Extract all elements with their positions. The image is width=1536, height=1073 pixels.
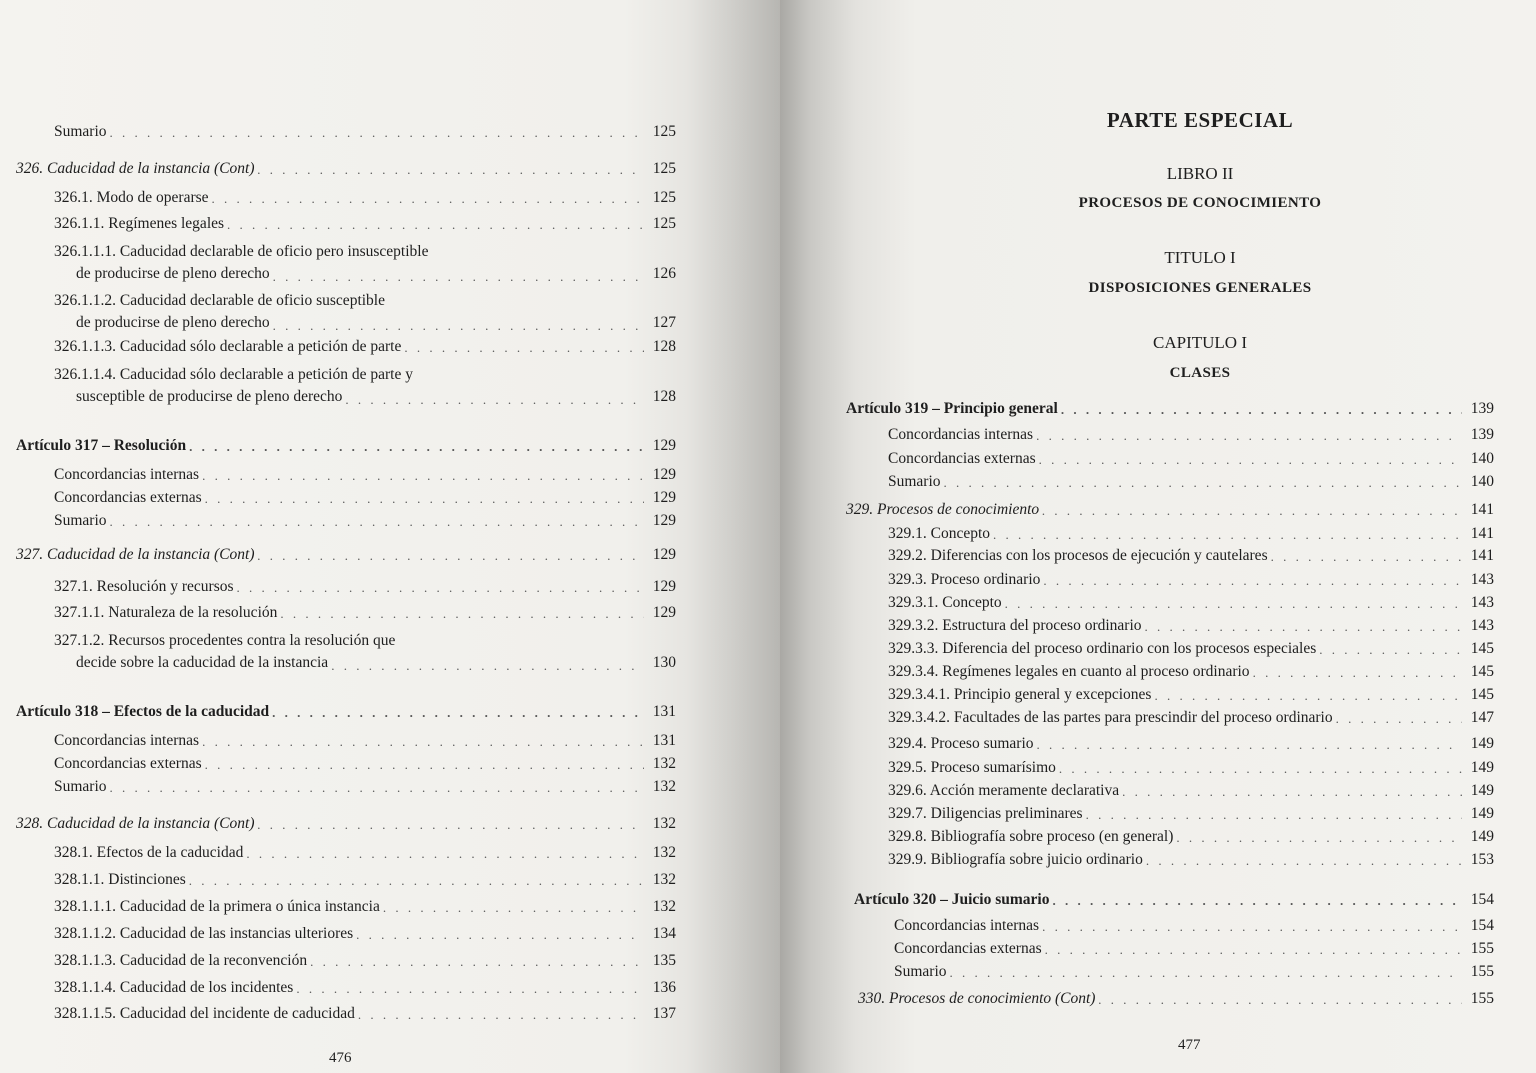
leader-dots [202,734,644,750]
toc-entry [54,338,676,356]
toc-entry [888,640,1494,658]
leader-dots [1253,665,1462,681]
toc-entry-page: 125 [652,189,676,206]
leader-dots [246,846,644,862]
toc-entry [888,735,1494,753]
toc-entry-title: Concordancias externas [888,450,1036,467]
toc-entry-page: 134 [652,925,676,942]
leader-dots [205,491,644,507]
leader-dots [1098,992,1462,1008]
toc-entry-title: 329.7. Diligencias preliminares [888,805,1083,822]
toc-entry [54,215,676,233]
toc-entry-page: 140 [1470,450,1494,467]
toc-entry-page: 128 [652,338,676,355]
toc-entry-multiline [54,364,676,408]
toc-entry-title: 329.8. Bibliografía sobre proceso (en general) [888,828,1174,845]
toc-article [16,437,676,455]
toc-entry-title: 329.1. Concepto [888,525,991,542]
leader-dots [1176,830,1462,846]
title-heading: TITULO I [1164,248,1236,267]
toc-entry-page: 129 [652,578,676,595]
toc-entry-page: 143 [1470,594,1494,611]
leader-dots [1059,761,1462,777]
toc-entry [54,898,676,916]
toc-entry-title: 327.1.2. Recursos procedentes contra la resolución que [54,632,396,649]
leader-dots [1122,784,1462,800]
book-title-heading: PROCESOS DE CONOCIMIENTO [1078,195,1322,211]
leader-dots [189,439,644,455]
toc-entry-page: 125 [652,215,676,232]
toc-entry-page: 145 [1470,686,1494,703]
toc-entry-page: 131 [652,703,676,720]
toc-entry-title: 326.1.1.2. Caducidad declarable de oficio susceptible [54,292,385,309]
toc-entry-title: Concordancias internas [888,426,1034,443]
toc-entry-title: 329.3.2. Estructura del proceso ordinario [888,617,1142,634]
right-page [780,0,1536,1073]
toc-entry-page: 143 [1470,617,1494,634]
toc-entry-title: Sumario [54,778,107,795]
toc-entry-title: 328.1.1.4. Caducidad de los incidentes [54,979,294,996]
toc-entry-page: 153 [1470,851,1494,868]
toc-entry-title: 327. Caducidad de la instancia (Cont) [16,546,255,563]
leader-dots [944,475,1462,491]
toc-entry-title: 328.1.1.1. Caducidad de la primera o única instancia [54,898,380,915]
leader-dots [1145,619,1462,635]
toc-entry-title: Artículo 319 – Principio general [846,400,1058,417]
toc-entry-page: 126 [652,265,676,282]
toc-article [846,400,1494,418]
leader-dots [258,162,644,178]
leader-dots [1061,402,1462,418]
toc-entry [54,189,676,207]
leader-dots [212,191,644,207]
part-heading: PARTE ESPECIAL [1106,108,1294,132]
leader-dots [1043,573,1462,589]
toc-entry-title: Artículo 318 – Efectos de la caducidad [16,703,270,720]
toc-entry-title: 329.3.4. Regímenes legales en cuanto al proceso ordinario [888,663,1250,680]
toc-entry [888,805,1494,823]
toc-entry-page: 155 [1470,940,1494,957]
leader-dots [202,468,644,484]
toc-entry-title: 328. Caducidad de la instancia (Cont) [16,815,255,832]
toc-entry [888,450,1494,468]
toc-entry-title: Sumario [54,512,107,529]
toc-entry-title-continued: decide sobre la caducidad de la instancia [76,654,329,671]
leader-dots [273,269,644,285]
toc-entry-page: 129 [652,512,676,529]
leader-dots [1154,688,1462,704]
toc-entry-title-continued: de producirse de pleno derecho [76,314,270,331]
toc-entry-title: 326.1.1.4. Caducidad sólo declarable a petición de parte y [54,366,413,383]
toc-entry-title: 328.1. Efectos de la caducidad [54,844,244,861]
leader-dots [1045,942,1462,958]
leader-dots [1271,549,1462,565]
leader-dots [310,954,644,970]
toc-entry-page: 149 [1470,805,1494,822]
leader-dots [358,1007,644,1023]
leader-dots [1042,503,1462,519]
toc-entry-page: 132 [652,844,676,861]
leader-dots [993,527,1462,543]
toc-entry [888,547,1494,565]
toc-entry [54,1005,676,1023]
toc-entry-title: Sumario [894,963,947,980]
leader-dots [1086,807,1462,823]
leader-dots [950,965,1462,981]
toc-entry-title: Concordancias externas [54,489,202,506]
toc-entry-title: Concordancias internas [54,466,200,483]
leader-dots [273,318,644,334]
toc-entry-page: 125 [652,123,676,140]
toc-entry-title: 326.1.1.3. Caducidad sólo declarable a petición de parte [54,338,402,355]
toc-entry [54,979,676,997]
book-heading: LIBRO II [1166,164,1234,183]
toc-entry-title: 326. Caducidad de la instancia (Cont) [16,160,255,177]
page-number: 477 [1178,1037,1201,1053]
toc-entry-page: 132 [652,871,676,888]
leader-dots [272,705,644,721]
toc-entry-title: 326.1.1. Regímenes legales [54,215,225,232]
toc-entry [888,594,1494,612]
toc-entry-title: 327.1. Resolución y recursos [54,578,234,595]
toc-entry [888,686,1494,704]
toc-entry-page: 141 [1470,501,1494,518]
page-number: 476 [329,1050,352,1066]
toc-entry-title: 329.6. Acción meramente declarativa [888,782,1120,799]
leader-dots [331,658,644,674]
toc-entry-title: Concordancias internas [894,917,1040,934]
toc-entry-title: 329.3.1. Concepto [888,594,1002,611]
toc-entry-title: 329.3.4.2. Facultades de las partes para prescindir del proceso ordinario [888,709,1333,726]
leader-dots [258,817,644,833]
leader-dots [1037,737,1462,753]
leader-dots [227,217,644,233]
toc-entry [54,604,676,622]
toc-entry-title: 326.1.1.1. Caducidad declarable de oficio pero insusceptible [54,243,429,260]
toc-entry-page: 129 [652,604,676,621]
toc-section [16,546,676,564]
toc-entry-title: 329.3.3. Diferencia del proceso ordinario con los procesos especiales [888,640,1317,657]
toc-entry-page: 136 [652,979,676,996]
toc-entry-page: 140 [1470,473,1494,490]
chapter-heading: CAPITULO I [1153,333,1247,352]
leader-dots [280,606,644,622]
leader-dots [1319,642,1462,658]
toc-entry [888,525,1494,543]
toc-entry-page: 141 [1470,547,1494,564]
toc-entry-page: 131 [652,732,676,749]
toc-entry-title: Artículo 320 – Juicio sumario [854,891,1050,908]
toc-entry-page: 132 [652,755,676,772]
toc-entry-page: 143 [1470,571,1494,588]
toc-entry-title: 329.3. Proceso ordinario [888,571,1041,588]
toc-article [854,891,1494,909]
toc-entry [888,663,1494,681]
toc-entry-title: 329.9. Bibliografía sobre juicio ordinario [888,851,1143,868]
toc-entry [54,578,676,596]
toc-entry [54,925,676,943]
toc-entry-multiline [54,630,676,674]
toc-entry [54,844,676,862]
toc-entry-title: Sumario [54,123,107,140]
toc-entry [888,851,1494,869]
toc-section [16,160,676,178]
leader-dots [383,900,644,916]
leader-dots [110,780,644,796]
toc-entry-title: 328.1.1.3. Caducidad de la reconvención [54,952,308,969]
toc-entry-title: 327.1.1. Naturaleza de la resolución [54,604,278,621]
leader-dots [1052,893,1462,909]
toc-entry [54,512,676,530]
toc-entry [54,123,676,141]
chapter-name-heading: CLASES [1169,365,1231,381]
leader-dots [189,873,644,889]
leader-dots [205,757,644,773]
toc-entry-title: 328.1.1.2. Caducidad de las instancias ulteriores [54,925,354,942]
toc-entry-page: 154 [1470,917,1494,934]
toc-section [846,501,1494,519]
toc-entry [888,759,1494,777]
toc-entry-title-continued: susceptible de producirse de pleno derecho [76,388,343,405]
toc-entry [54,466,676,484]
leader-dots [345,392,644,408]
toc-entry-page: 139 [1470,426,1494,443]
toc-entry-page: 129 [652,466,676,483]
toc-entry-page: 130 [652,654,676,671]
leader-dots [1146,853,1462,869]
toc-entry [888,709,1494,727]
toc-entry-page: 141 [1470,525,1494,542]
toc-entry [54,778,676,796]
toc-entry-page: 139 [1470,400,1494,417]
toc-entry-page: 135 [652,952,676,969]
toc-entry-title: 328.1.1. Distinciones [54,871,186,888]
toc-entry-page: 125 [652,160,676,177]
title-name-heading: DISPOSICIONES GENERALES [1088,280,1312,296]
toc-entry-title: 329. Procesos de conocimiento [846,501,1040,518]
toc-entry [54,755,676,773]
toc-entry-page: 149 [1470,759,1494,776]
toc-entry-page: 145 [1470,640,1494,657]
leader-dots [1036,428,1462,444]
toc-entry [888,782,1494,800]
toc-entry [54,732,676,750]
toc-entry-title: Concordancias externas [894,940,1042,957]
leader-dots [258,548,644,564]
leader-dots [356,927,644,943]
toc-entry-title: 329.2. Diferencias con los procesos de ejecución y cautelares [888,547,1268,564]
toc-entry-page: 129 [652,437,676,454]
toc-entry [894,963,1494,981]
toc-entry-multiline [54,290,676,334]
toc-entry-page: 149 [1470,828,1494,845]
toc-entry-title: 330. Procesos de conocimiento (Cont) [858,990,1096,1007]
toc-entry-title: Concordancias internas [54,732,200,749]
leader-dots [404,340,644,356]
leader-dots [110,514,644,530]
toc-entry-title: 329.3.4.1. Principio general y excepciones [888,686,1152,703]
toc-entry [888,617,1494,635]
toc-entry-page: 149 [1470,735,1494,752]
toc-section [16,815,676,833]
toc-entry-page: 145 [1470,663,1494,680]
toc-entry-page: 132 [652,815,676,832]
toc-entry [888,571,1494,589]
toc-entry [894,940,1494,958]
toc-entry-title: Concordancias externas [54,755,202,772]
toc-entry [888,828,1494,846]
leader-dots [1039,452,1462,468]
toc-section [858,990,1494,1008]
toc-entry [54,871,676,889]
toc-entry-page: 128 [652,388,676,405]
leader-dots [110,125,644,141]
toc-entry [888,426,1494,444]
toc-entry-page: 129 [652,546,676,563]
toc-entry-page: 155 [1470,990,1494,1007]
leader-dots [1336,711,1462,727]
toc-entry-title: Sumario [888,473,941,490]
toc-entry [894,917,1494,935]
toc-entry-page: 154 [1470,891,1494,908]
toc-entry-page: 147 [1470,709,1494,726]
toc-entry [54,489,676,507]
toc-entry-page: 132 [652,898,676,915]
toc-entry-title: Artículo 317 – Resolución [16,437,187,454]
toc-entry [888,473,1494,491]
toc-entry-multiline [54,241,676,285]
toc-entry-page: 127 [652,314,676,331]
toc-entry-title: 326.1. Modo de operarse [54,189,209,206]
toc-entry-page: 129 [652,489,676,506]
toc-entry-page: 137 [652,1005,676,1022]
toc-entry-title: 329.4. Proceso sumario [888,735,1034,752]
toc-entry-page: 149 [1470,782,1494,799]
toc-entry [54,952,676,970]
toc-entry-page: 132 [652,778,676,795]
leader-dots [237,580,644,596]
toc-entry-page: 155 [1470,963,1494,980]
toc-entry-title-continued: de producirse de pleno derecho [76,265,270,282]
toc-article [16,703,676,721]
leader-dots [1005,596,1462,612]
leader-dots [1042,919,1462,935]
toc-entry-title: 329.5. Proceso sumarísimo [888,759,1056,776]
leader-dots [296,981,644,997]
toc-entry-title: 328.1.1.5. Caducidad del incidente de caducidad [54,1005,355,1022]
